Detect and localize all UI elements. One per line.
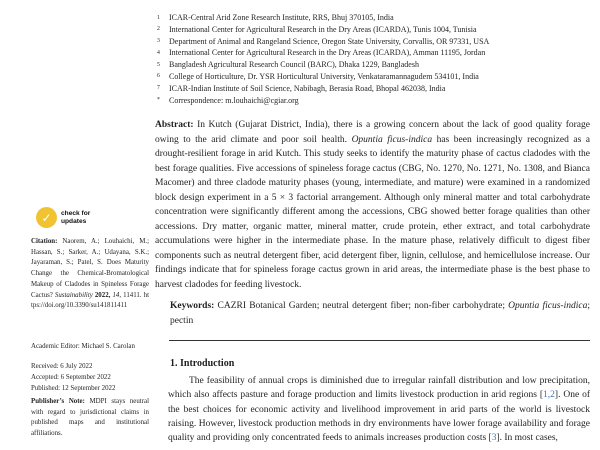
affiliation-item (157, 12, 582, 24)
affiliation-marker: 2 (157, 26, 160, 33)
keywords-text-1: CAZRI Botanical Garden; neutral detergent fiber; non-fiber carbohydrate; (214, 301, 509, 311)
introduction-text-3: ]. In most cases, (496, 433, 558, 444)
citation-label: Citation: (31, 238, 58, 245)
correspondence-marker: * (157, 97, 160, 104)
affiliation-marker: 5 (157, 61, 160, 68)
publishers-note-label: Publisher’s Note: (31, 398, 85, 405)
introduction-text-2: ]. One of the best choices for economic activity and livelihood improvement in arid parts of the world is livestock raising. However, livestock production methods in dry environments have lower forage availability and forage quality and providing only concentrated feeds to animals increases production costs [ (168, 390, 590, 444)
affiliation-item (157, 24, 582, 36)
published-date: Published: 12 September 2022 (31, 384, 116, 392)
introduction-paragraph (168, 374, 590, 446)
affiliation-marker: 4 (157, 49, 160, 56)
affiliation-text: International Center for Agricultural Research in the Dry Areas (ICARDA), Amman 11195, Jordan (169, 48, 486, 58)
citation-authors-title: Naorem, A.; Louhaichi, M.; Hassan, S.; Sarker, A.; Udayana, S.K.; Jayaraman, S.; Patel, S. Does Maturity Change the Chemical-Bromatological Makeup of Cladodes in Spineless Forage Cactus? (31, 238, 149, 299)
citation-year: 2022, (94, 291, 113, 299)
affiliation-item (157, 36, 582, 48)
publishers-note-text: MDPI stays neutral with regard to jurisdictional claims in published maps and institutional affiliations. (31, 398, 149, 438)
abstract-paragraph (155, 118, 590, 293)
affiliation-item (157, 71, 582, 83)
publishers-note (31, 397, 149, 440)
affiliation-text: ICAR-Indian Institute of Soil Science, Nabibagh, Berasia Road, Bhopal 462038, India (169, 83, 446, 93)
affiliation-text: Bangladesh Agricultural Research Council (BARC), Dhaka 1229, Bangladesh (169, 60, 419, 70)
affiliation-marker: 1 (157, 14, 160, 21)
affiliation-marker: 3 (157, 38, 160, 45)
affiliation-list (157, 12, 582, 106)
correspondence-item (157, 95, 582, 107)
affiliation-text: ICAR-Central Arid Zone Research Institute, RRS, Bhuj 370105, India (169, 13, 394, 22)
keywords-paragraph (170, 299, 590, 328)
reference-link-1-2[interactable]: 1,2 (543, 390, 555, 401)
citation-volume: 14, (112, 291, 124, 299)
introduction-text-1: The feasibility of annual crops is diminished due to irregular rainfall distribution and low precipitation, which also affects pasture and forage production and limits livestock production in arid regions [ (168, 376, 590, 401)
affiliation-text: College of Horticulture, Dr. YSR Horticultural University, Venkataramannagudem 534101, India (169, 71, 479, 81)
check-for-updates-badge[interactable] (36, 207, 90, 228)
citation-pages: 11411. (123, 291, 144, 299)
reference-link-3[interactable]: 3 (491, 433, 497, 444)
species-name: Opuntia ficus-indica (351, 134, 433, 145)
accepted-date: Accepted: 6 September 2022 (31, 373, 111, 381)
abstract-label: Abstract: (155, 120, 194, 130)
keywords-label: Keywords: (170, 301, 215, 311)
doi-link[interactable]: https://doi.org/10.3390/su141811411 (31, 291, 150, 310)
section-divider (169, 340, 590, 341)
correspondence-text: Correspondence: m.louhaichi@cgiar.org (169, 95, 299, 105)
affiliation-item (157, 47, 582, 59)
abstract-text-1: In Kutch (Gujarat District, India), there is a growing concern about the lack of good quality forage owing to the arid climate and poor soil health. (155, 120, 590, 145)
academic-editor: Academic Editor: Michael S. Carolan (31, 343, 135, 350)
species-name: Opuntia ficus-indica (508, 301, 588, 311)
check-for-updates-label: check for updates (61, 209, 91, 225)
affiliation-item (157, 83, 582, 95)
affiliation-text: Department of Animal and Rangeland Science, Oregon State University, Corvallis, OR 97331, USA (169, 36, 490, 46)
affiliation-marker: 7 (157, 85, 160, 92)
introduction-heading: 1. Introduction (170, 358, 235, 369)
check-icon: ✓ (36, 207, 57, 228)
affiliation-text: International Center for Agricultural Research in the Dry Areas (ICARDA), Tunis 1004, Tunisia (169, 24, 477, 34)
keywords-text-2: ; pectin (170, 301, 590, 326)
correspondence-email-link[interactable]: m.louhaichi@cgiar.org (225, 95, 299, 105)
citation-block (31, 237, 149, 312)
affiliation-item (157, 59, 582, 71)
received-date: Received: 6 July 2022 (31, 363, 93, 370)
citation-journal: Sustainability (54, 291, 95, 299)
affiliation-marker: 6 (157, 73, 160, 80)
article-dates (31, 362, 149, 394)
abstract-text-2: has been increasingly recognized as a drought-resilient forage in arid Kutch. This study seeks to identify the maturity phase of cactus cladodes with the best forage qualities. Five accessions of spineless forage cactus (CBG, No. 1270, No. 1271, No. 1308, and Bianca Macomer) and three cladode maturity phases (young, intermediate, and mature) were examined in a randomized block design experiment in a 5 × 3 factorial arrangement. Although only mineral matter and total carbohydrate concentration were significantly different among the accessions, CBG showed better forage qualities than other accessions. Dry matter, organic matter, mineral matter, crude protein, ether extract, and total carbohydrate accumulations were higher in the intermediate phase. In the mature phase, relatively difficult to digest fiber components such as neutral detergent fiber, acid detergent fiber, lignin, cellulose, and hemicellulose increase. Our findings indicate that for spineless forage cactus grown in arid areas, the intermediate phase is the best phase to harvest cladodes for feeding livestock. (155, 134, 590, 291)
